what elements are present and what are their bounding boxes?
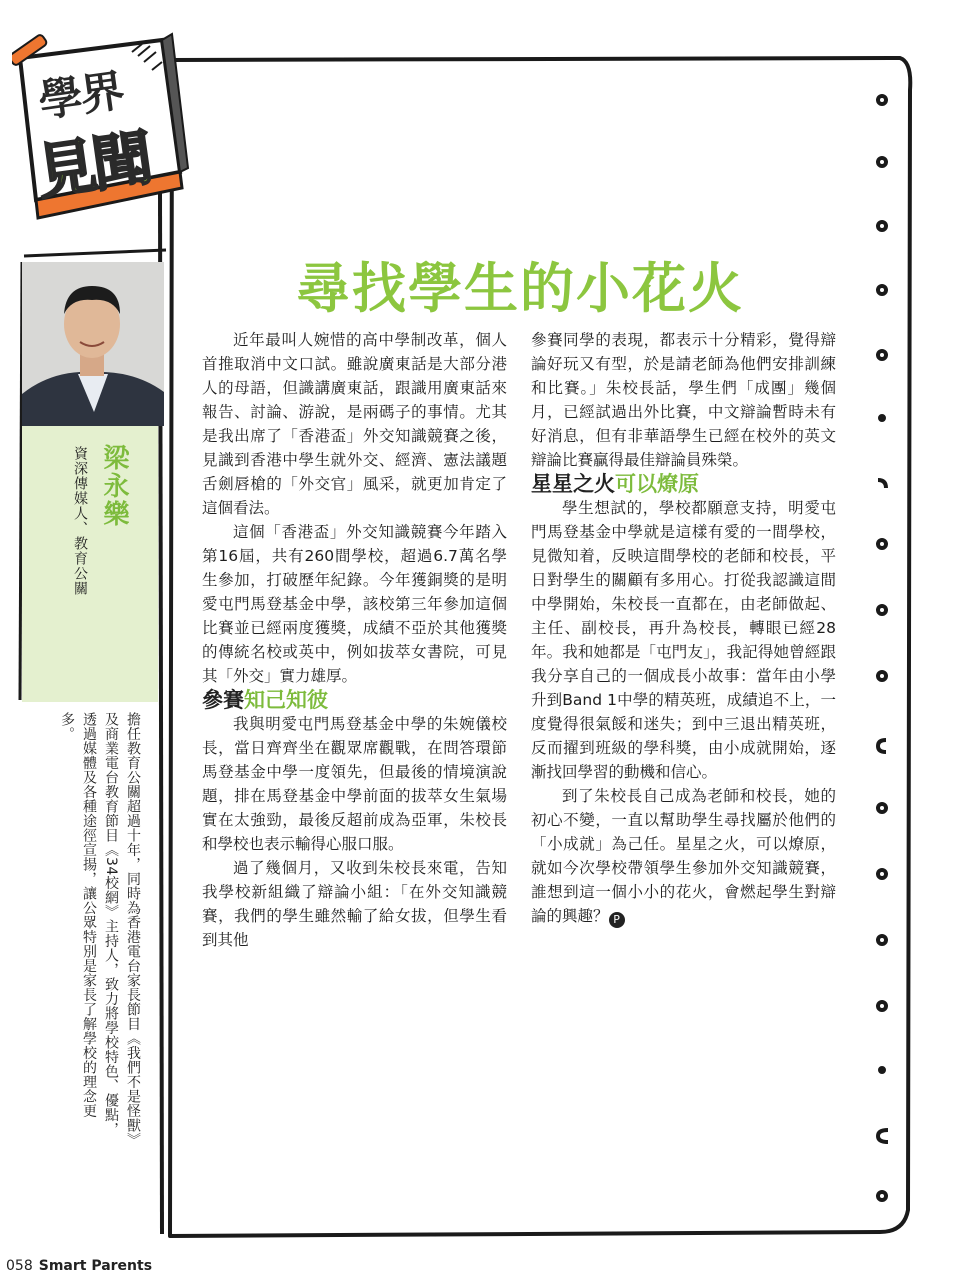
article-column-right [531, 328, 836, 928]
subheading-2 [531, 472, 836, 496]
article-paragraph-final [531, 784, 836, 928]
subheading-1 [202, 688, 507, 712]
subheading-1-green: 知己知彼 [244, 688, 328, 712]
article-paragraph: 這個「香港盃」外交知識競賽今年踏入第16屆，共有260間學校，超過6.7萬名學生參加，打破歷年紀錄。今年獲銅獎的是明愛屯門馬登基金中學，該校第三年參加這個比賽並已經兩度獲獎，成績不亞於其他獲獎的傳統名校或英中，例如拔萃女書院，可見其「外交」實力雄厚。 [202, 523, 507, 685]
column-logo [12, 22, 192, 222]
subheading-2-black: 星星之火 [531, 472, 615, 496]
subheading-2-green: 可以燎原 [615, 472, 699, 496]
article-paragraph: 學生想試的，學校都願意支持，明愛屯門馬登基金中學就是這樣有愛的一間學校，見微知着，反映這間學校的老師和校長，平日對學生的關顧有多用心。打從我認識這間中學開始，朱校長一直都在，由老師做起、主任、副校長，再升為校長，轉眼已經28年。我和她都是「屯門友」，我記得她曾經跟我分享自己的一個成長小故事：當年由小學升到Band 1中學的精英班，成績追不上，一度覺得很氣餒和迷失；到中三退出精英班，反而擢到班級的學科獎，由小成就開始，逐漸找回學習的動機和信心。 [531, 499, 836, 781]
article-column-left [202, 328, 507, 952]
author-photo [22, 262, 164, 426]
article-paragraph: 參賽同學的表現，都表示十分精彩，覺得辯論好玩又有型，於是請老師為他們安排訓練和比賽。」朱校長話，學生們「成團」幾個月，已經試過出外比賽，中文辯論暫時未有好消息，但有非華語學生已經在校外的英文辯論比賽贏得最佳辯論員殊榮。 [531, 331, 836, 469]
binding-rings [878, 96, 888, 1200]
article-paragraph: 我與明愛屯門馬登基金中學的朱婉儀校長，當日齊齊坐在觀眾席觀戰，在問答環節馬登基金中學一度領先，但最後的情境演說題，排在馬登基金中學前面的拔萃女生氣場實在太強勁，最後反超前成為亞軍，朱校長和學校也表示輸得心服口服。 [202, 715, 507, 853]
author-title: 資深傳媒人、教育公關 [72, 446, 88, 596]
author-name: 梁永樂 [99, 444, 129, 528]
logo-line-1: 學界 [35, 65, 126, 128]
logo-line-2: 見聞 [32, 123, 154, 209]
article-paragraph-final-text: 到了朱校長自己成為老師和校長，她的初心不變，一直以幫助學生尋找屬於他們的「小成就」為己任。星星之火，可以燎原，就如今次學校帶領學生參加外交知識競賽，誰想到這一個小小的花火，會燃起學生對辯論的興趣？ [531, 787, 836, 925]
page-number: 058 [6, 1258, 33, 1274]
subheading-1-black: 參賽 [202, 688, 244, 712]
article-headline: 尋找學生的小花火 [296, 257, 744, 320]
author-info-panel [22, 426, 158, 702]
article-paragraph: 近年最叫人婉惜的高中學制改革，個人首推取消中文口試。雖說廣東話是大部分港人的母語，但識講廣東話，跟識用廣東話來報告、討論、游說，是兩碼子的事情。尤其是我出席了「香港盃」外交知識競賽之後，見識到香港中學生就外交、經濟、憲法議題舌劍唇槍的「外交官」風采，就更加肯定了這個看法。 [202, 331, 507, 517]
author-bio: 擔任教育公關超過十年，同時為香港電台家長節目《我們不是怪獸》及商業電台教育節目《34校網》主持人，致力將學校特色、優點，透過媒體及各種途徑宣揚，讓公眾特別是家長了解學校的理念更多。 [59, 712, 141, 1140]
article-paragraph: 過了幾個月，又收到朱校長來電，告知我學校新組織了辯論小組：「在外交知識競賽，我們的學生雖然輸了給女拔，但學生看到其他 [202, 859, 507, 949]
page-footer [6, 1258, 152, 1274]
magazine-name: Smart Parents [38, 1258, 153, 1274]
author-portrait-image [22, 262, 164, 426]
end-mark-icon: P [609, 912, 625, 928]
